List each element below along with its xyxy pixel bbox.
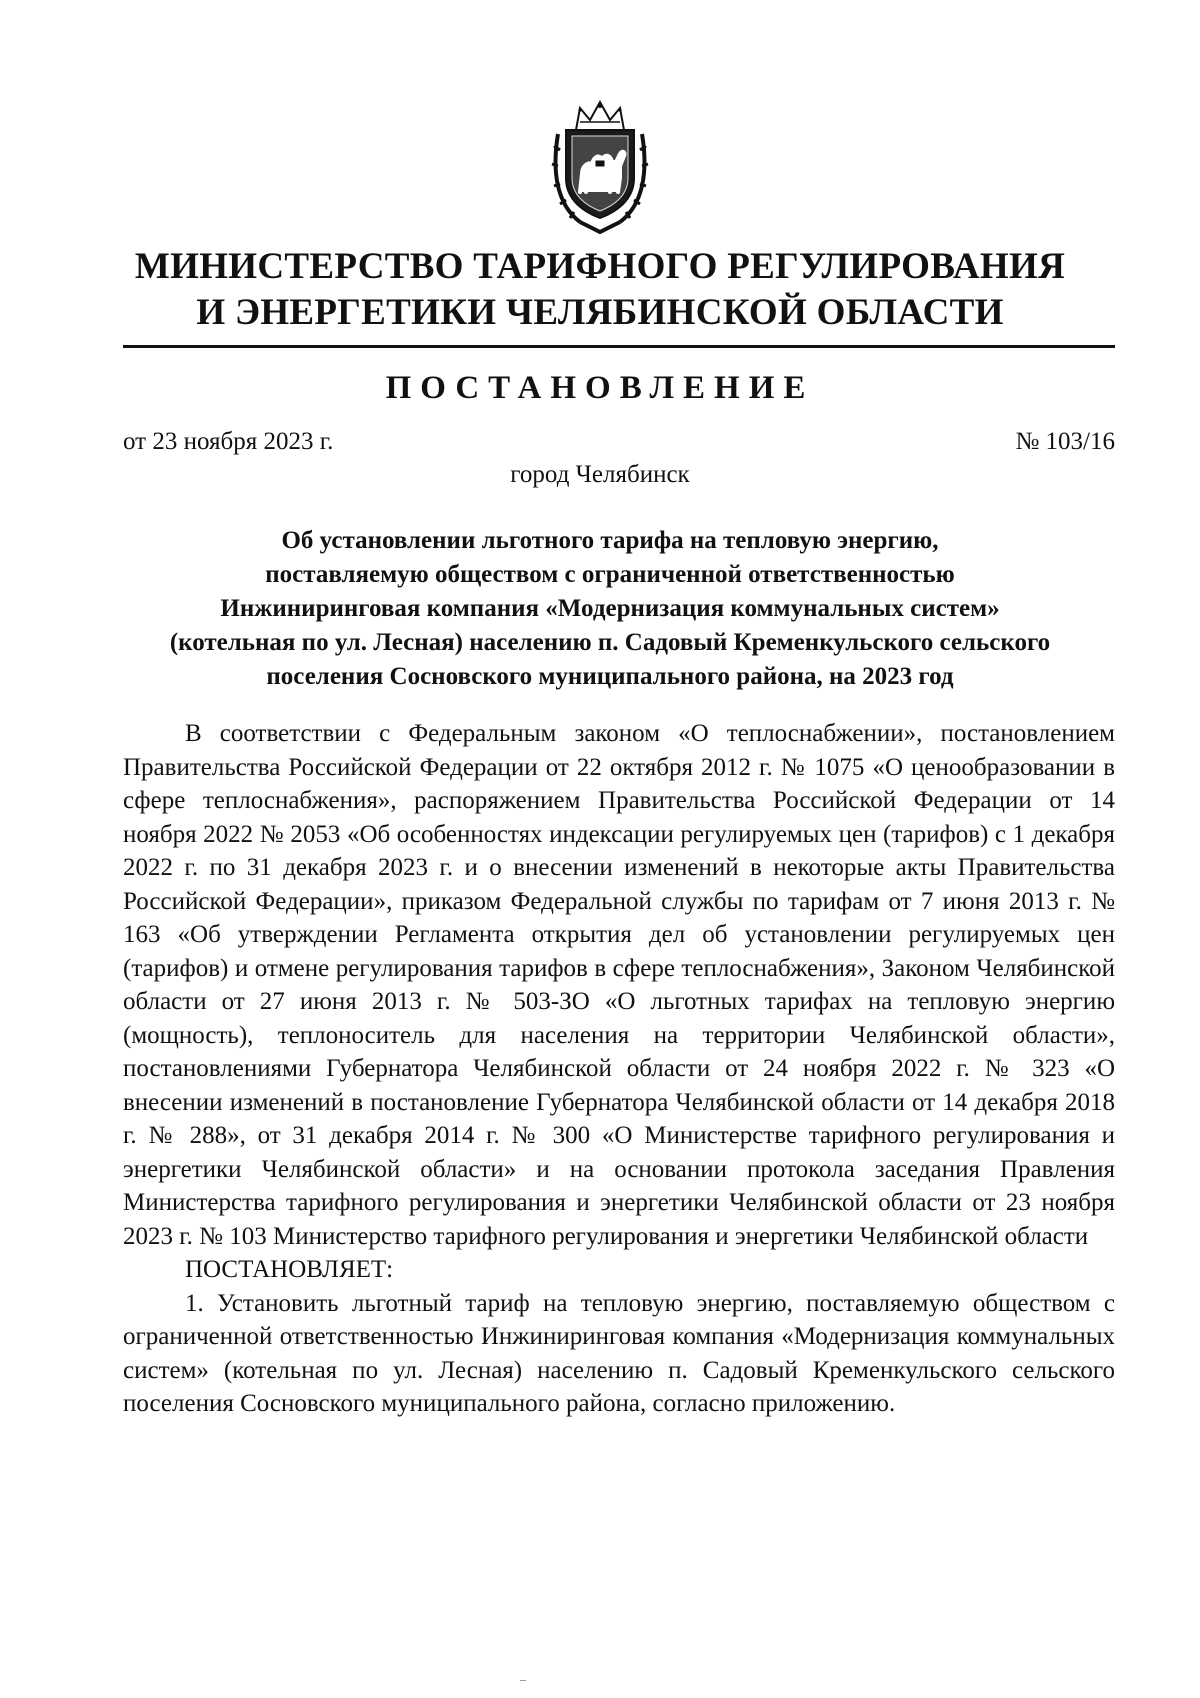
document-type: ПОСТАНОВЛЕНИЕ — [385, 370, 815, 406]
scan-mark — [520, 1680, 526, 1681]
subject-line: (котельная по ул. Лесная) населению п. Садовый Кременкульского сельского — [169, 629, 1051, 656]
subject-line: поставляемую обществом с ограниченной ответственностью — [265, 561, 955, 588]
document-date: от 23 ноября 2023 г. — [123, 428, 334, 455]
ministry-name-line-2: И ЭНЕРГЕТИКИ ЧЕЛЯБИНСКОЙ ОБЛАСТИ — [196, 292, 1004, 333]
document-body — [123, 717, 1115, 1421]
subject-line: Инжиниринговая компания «Модернизация коммунальных систем» — [220, 595, 1000, 622]
subject-line: Об установлении льготного тарифа на тепловую энергию, — [281, 527, 939, 554]
document-subject — [110, 524, 1110, 694]
preamble-paragraph: В соответствии с Федеральным законом «О теплоснабжении», постановлением Правительства Российской Федерации от 22 октября 2012 г. № 1075 «О ценообразовании в сфере теплоснабжения», распоряжением Правительства Российской Федерации от 14 ноября 2022 № 2053 «Об особенностях индексации регулируемых цен (тарифов) с 1 декабря 2022 г. по 31 декабря 2023 г. и о внесении изменений в некоторые акты Правительства Российской Федерации», приказом Федеральной службы по тарифам от 7 июня 2013 г. № 163 «Об утверждении Регламента открытия дел об установлении регулируемых цен (тарифов) и отмене регулирования тарифов в сфере теплоснабжения», Законом Челябинской области от 27 июня 2013 г. № 503-ЗО «О льготных тарифах на тепловую энергию (мощность), теплоноситель для населения на территории Челябинской области», постановлениями Губернатора Челябинской области от 24 ноября 2022 г. № 323 «О внесении изменений в постановление Губернатора Челябинской области от 14 декабря 2018 г. № 288», от 31 декабря 2014 г. № 300 «О Министерстве тарифного регулирования и энергетики Челябинской области» и на основании протокола заседания Правления Министерства тарифного регулирования и энергетики Челябинской области от 23 ноября 2023 г. № 103 Министерство тарифного регулирования и энергетики Челябинской области — [123, 720, 1115, 1250]
document-city: город Челябинск — [510, 461, 690, 488]
ministry-name — [100, 244, 1100, 336]
header-divider — [123, 345, 1115, 348]
item-1-paragraph: 1. Установить льготный тариф на тепловую энергию, поставляемую обществом с ограниченной ответственностью Инжиниринговая компания «Модернизация коммунальных систем» (котельная по ул. Лесная) населению п. Садовый Кременкульского сельского поселения Сосновского муниципального района, согласно приложению. — [123, 1289, 1115, 1417]
decree-word: ПОСТАНОВЛЯЕТ: — [185, 1256, 394, 1283]
ministry-name-line-1: МИНИСТЕРСТВО ТАРИФНОГО РЕГУЛИРОВАНИЯ — [134, 246, 1066, 287]
coat-of-arms-icon — [550, 100, 650, 238]
document-number: № 103/16 — [1015, 428, 1115, 455]
subject-line: поселения Сосновского муниципального района, на 2023 год — [266, 663, 954, 690]
